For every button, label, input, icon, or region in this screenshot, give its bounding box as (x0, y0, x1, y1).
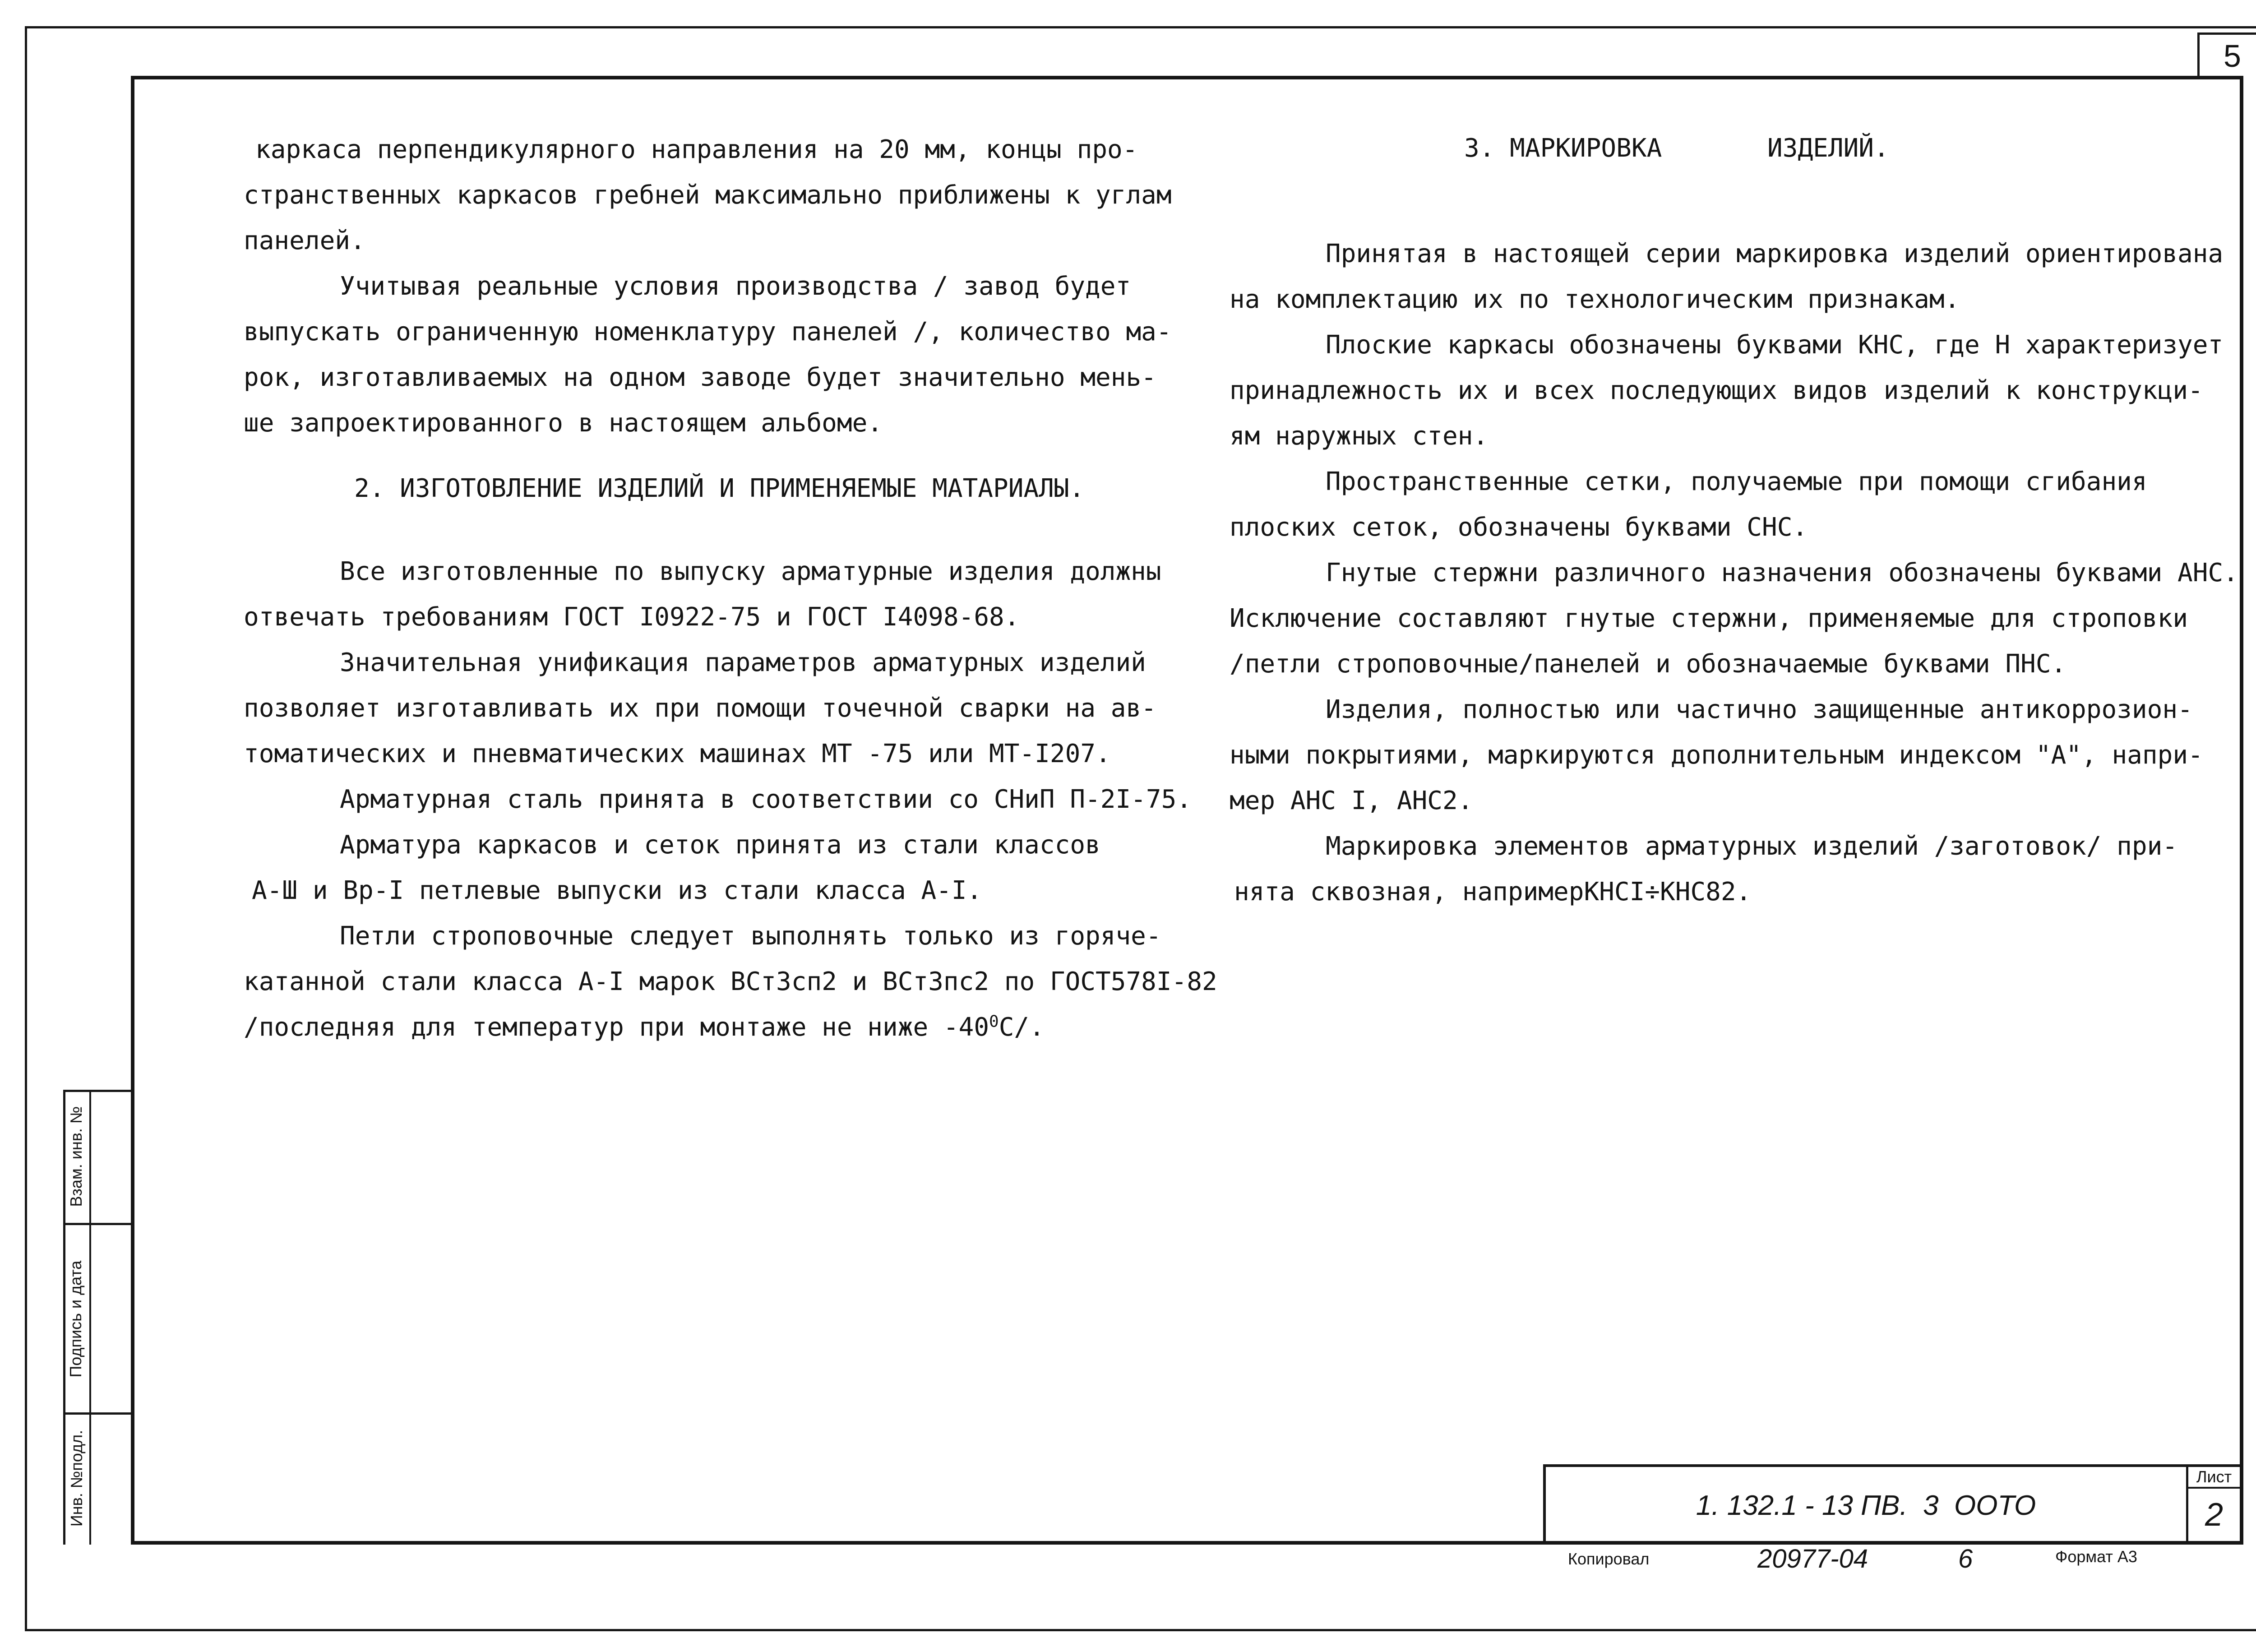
order-sheet: 6 (1958, 1544, 1973, 1573)
sheet-number: 2 (2205, 1497, 2224, 1533)
text-line: /петли строповочные/панелей и обозначаемые буквами ПНС. (1230, 649, 2066, 679)
text-line: Гнутые стержни различного назначения обозначены буквами АНС. (1326, 558, 2238, 588)
inner-frame-left (131, 76, 134, 1545)
text-line: Изделия, полностью или частично защищенные антикоррозион- (1326, 695, 2193, 724)
text-line: мер АНС I, АНС2. (1230, 786, 1473, 815)
text-line: томатических и пневматических машинах МТ -75 или МТ-I207. (244, 739, 1111, 768)
section3-body (1230, 231, 2238, 915)
corner-box-top (2197, 32, 2256, 35)
outer-frame-left (25, 26, 27, 1631)
text-line: А-Ш и Вр-I петлевые выпуски из стали класса А-I. (252, 876, 982, 905)
text-line: ше запроектированного в настоящем альбоме. (244, 408, 883, 438)
sheet-label: Лист (2196, 1467, 2232, 1486)
order-number: 20977-04 (1757, 1544, 1868, 1573)
format-label: Формат А3 (2055, 1547, 2137, 1566)
outer-frame-top (25, 26, 2256, 28)
text-line: странственных каркасов гребней максимально приближены к углам (244, 180, 1172, 210)
section3-heading (1464, 134, 1889, 163)
text-line: катанной стали класса А-I марок ВСт3сп2 и ВСт3пс2 по ГОСТ578I-82 (244, 967, 1217, 996)
outer-frame-bottom (25, 1629, 2256, 1631)
inner-frame-top (131, 76, 2243, 79)
text-line: плоских сеток, обозначены буквами СНС. (1230, 513, 1808, 542)
text-line: позволяет изготавливать их при помощи точечной сварки на ав- (244, 694, 1156, 723)
text-line: Учитывая реальные условия производства / завод будет (340, 272, 1131, 301)
last-line-text: /последняя для температур при монтаже не ниже -40 (244, 1013, 989, 1042)
document-designation: 1. 132.1 - 13 ПВ. 3 ООТО (1696, 1490, 2036, 1521)
left-column-top (244, 127, 1172, 446)
text-line: рок, изготавливаемых на одном заводе будет значительно мень- (244, 363, 1156, 392)
text-line: панелей. (244, 226, 365, 255)
inner-frame-right (2240, 76, 2243, 1545)
text-line: Исключение составляют гнутые стержни, применяемые для строповки (1230, 604, 2188, 633)
copied-label: Копировал (1568, 1550, 1650, 1568)
text-line: нята сквозная, напримерКНСI÷КНС82. (1234, 877, 1752, 907)
side-stamp-sep2 (63, 1412, 134, 1415)
text-line: на комплектацию их по технологическим признакам. (1230, 285, 1960, 314)
side-stamp-sep1 (63, 1223, 134, 1225)
text-line: отвечать требованиям ГОСТ I0922-75 и ГОСТ I4098-68. (244, 602, 1020, 632)
text-line: Плоские каркасы обозначены буквами КНС, где Н характеризует (1326, 330, 2224, 360)
text-line: ям наружных стен. (1230, 421, 1489, 451)
text-line: принадлежность их и всех последующих видов изделий к конструкци- (1230, 376, 2203, 405)
side-stamp-label-3: Инв. №подл. (67, 1430, 86, 1527)
degree-superscript: 0 (989, 1012, 999, 1031)
text-line: каркаса перпендикулярного направления на 20 мм, концы про- (255, 135, 1138, 164)
section2-heading: 2. ИЗГОТОВЛЕНИЕ ИЗДЕЛИЙ И ПРИМЕНЯЕМЫЕ МАТАРИАЛЫ. (354, 474, 1085, 503)
section2-body (244, 549, 1217, 1050)
text-line: Значительная унификация параметров арматурных изделий (340, 648, 1146, 677)
corner-sheet-number: 5 (2224, 38, 2241, 74)
text-line: Петли строповочные следует выполнять только из горяче- (340, 921, 1161, 951)
text-line: Пространственные сетки, получаемые при помощи сгибания (1326, 467, 2147, 496)
text-line: Арматура каркасов и сеток принята из стали классов (340, 830, 1100, 860)
text-line: Арматурная сталь принята в соответствии со СНиП П-2I-75. (340, 785, 1192, 814)
side-stamp-label-2: Подпись и дата (66, 1260, 85, 1378)
section3-heading-word: ИЗДЕЛИЙ. (1767, 134, 1889, 163)
text-line: ными покрытиями, маркируются дополнительным индексом "А", напри- (1230, 740, 2203, 770)
side-stamp-mid (89, 1090, 91, 1545)
text-line: Маркировка элементов арматурных изделий /заготовок/ при- (1326, 832, 2178, 861)
text-line: Принятая в настоящей серии маркировка изделий ориентирована (1326, 239, 2224, 268)
text-line: выпускать ограниченную номенклатуру панелей /, количество ма- (244, 317, 1172, 347)
text-line: Все изготовленные по выпуску арматурные изделия должны (340, 557, 1161, 586)
side-stamp-label-1: Взам. инв. № (67, 1106, 85, 1207)
text-line-last (244, 1004, 1191, 1050)
last-line-end: С/. (999, 1013, 1045, 1042)
section3-heading-num: 3. МАРКИРОВКА (1464, 134, 1662, 163)
